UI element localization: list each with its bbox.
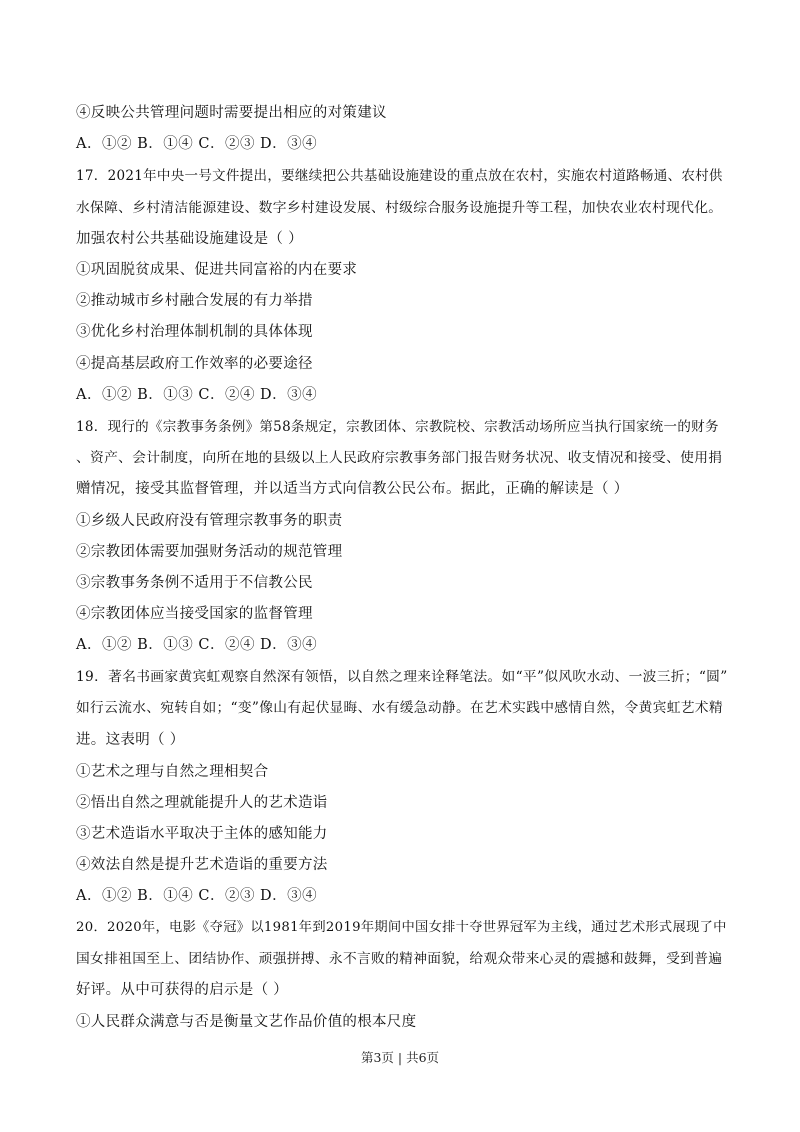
q19-option-3: ③艺术造诣水平取决于主体的感知能力 <box>76 826 328 842</box>
q17-stem-line-1: 17．2021年中央一号文件提出，要继续把公共基础设施建设的重点放在农村，实施农村道路畅通、农村供 <box>76 168 723 184</box>
q17-option-1: ①巩固脱贫成果、促进共同富裕的内在要求 <box>76 262 358 278</box>
q20-stem-line-1: 20．2020年，电影《夺冠》以1981年到2019年期间中国女排十夺世界冠军为主线，通过艺术形式展现了中 <box>76 920 727 935</box>
q17-option-2: ②推动城市乡村融合发展的有力举措 <box>76 293 313 309</box>
q18-option-4: ④宗教团体应当接受国家的监督管理 <box>76 606 313 622</box>
q18-stem-line-2: 、资产、会计制度，向所在地的县级以上人民政府宗教事务部门报告财务状况、收支情况和接受、使用捐 <box>76 450 723 466</box>
q16-option-4: ④反映公共管理问题时需要提出相应的对策建议 <box>76 105 387 121</box>
q19-stem-line-2: 如行云流水、宛转自如；“变”像山有起伏显晦、水有缓急动静。在艺术实践中感情自然，令黄宾虹艺术精 <box>76 700 723 716</box>
q20-stem-line-2: 国女排祖国至上、团结协作、顽强拼搏、永不言败的精神面貌，给观众带来心灵的震撼和鼓舞，受到普遍 <box>76 951 723 967</box>
q17-stem-line-3: 加强农村公共基础设施建设是（ ） <box>76 231 303 247</box>
q18-stem-line-1: 18．现行的《宗教事务条例》第58条规定，宗教团体、宗教院校、宗教活动场所应当执行国家统一的财务 <box>76 419 719 435</box>
q19-answer-choices: A．①② B．①④ C．②③ D．③④ <box>76 888 318 904</box>
q18-stem-line-3: 赠情况，接受其监督管理，并以适当方式向信教公民公布。据此，正确的解读是（ ） <box>76 481 629 497</box>
q18-option-1: ①乡级人民政府没有管理宗教事务的职责 <box>76 513 343 529</box>
q16-answer-choices: A．①② B．①④ C．②③ D．③④ <box>76 136 318 152</box>
q17-stem-line-2: 水保障、乡村清洁能源建设、数字乡村建设发展、村级综合服务设施提升等工程，加快农业农村现代化。 <box>76 200 723 216</box>
q18-option-3: ③宗教事务条例不适用于不信教公民 <box>76 575 313 591</box>
q19-option-2: ②悟出自然之理就能提升人的艺术造诣 <box>76 795 328 811</box>
q20-stem-line-3: 好评。从中可获得的启示是（ ） <box>76 982 289 998</box>
q18-answer-choices: A．①② B．①③ C．②④ D．③④ <box>76 637 318 653</box>
q18-option-2: ②宗教团体需要加强财务活动的规范管理 <box>76 544 343 560</box>
q20-option-1: ①人民群众满意与否是衡量文艺作品价值的根本尺度 <box>76 1014 417 1030</box>
q19-option-1: ①艺术之理与自然之理相契合 <box>76 764 269 780</box>
q19-stem-line-3: 进。这表明（ ） <box>76 732 185 748</box>
q19-stem-line-1: 19．著名书画家黄宾虹观察自然深有领悟，以自然之理来诠释笔法。如“平”似风吹水动、一波三折；“圆” <box>76 669 728 685</box>
page-number-footer: 第3页 | 共6页 <box>360 1050 440 1065</box>
q17-option-4: ④提高基层政府工作效率的必要途径 <box>76 356 313 372</box>
q17-option-3: ③优化乡村治理体制机制的具体体现 <box>76 324 313 340</box>
q17-answer-choices: A．①② B．①③ C．②④ D．③④ <box>76 387 318 403</box>
q19-option-4: ④效法自然是提升艺术造诣的重要方法 <box>76 857 328 873</box>
